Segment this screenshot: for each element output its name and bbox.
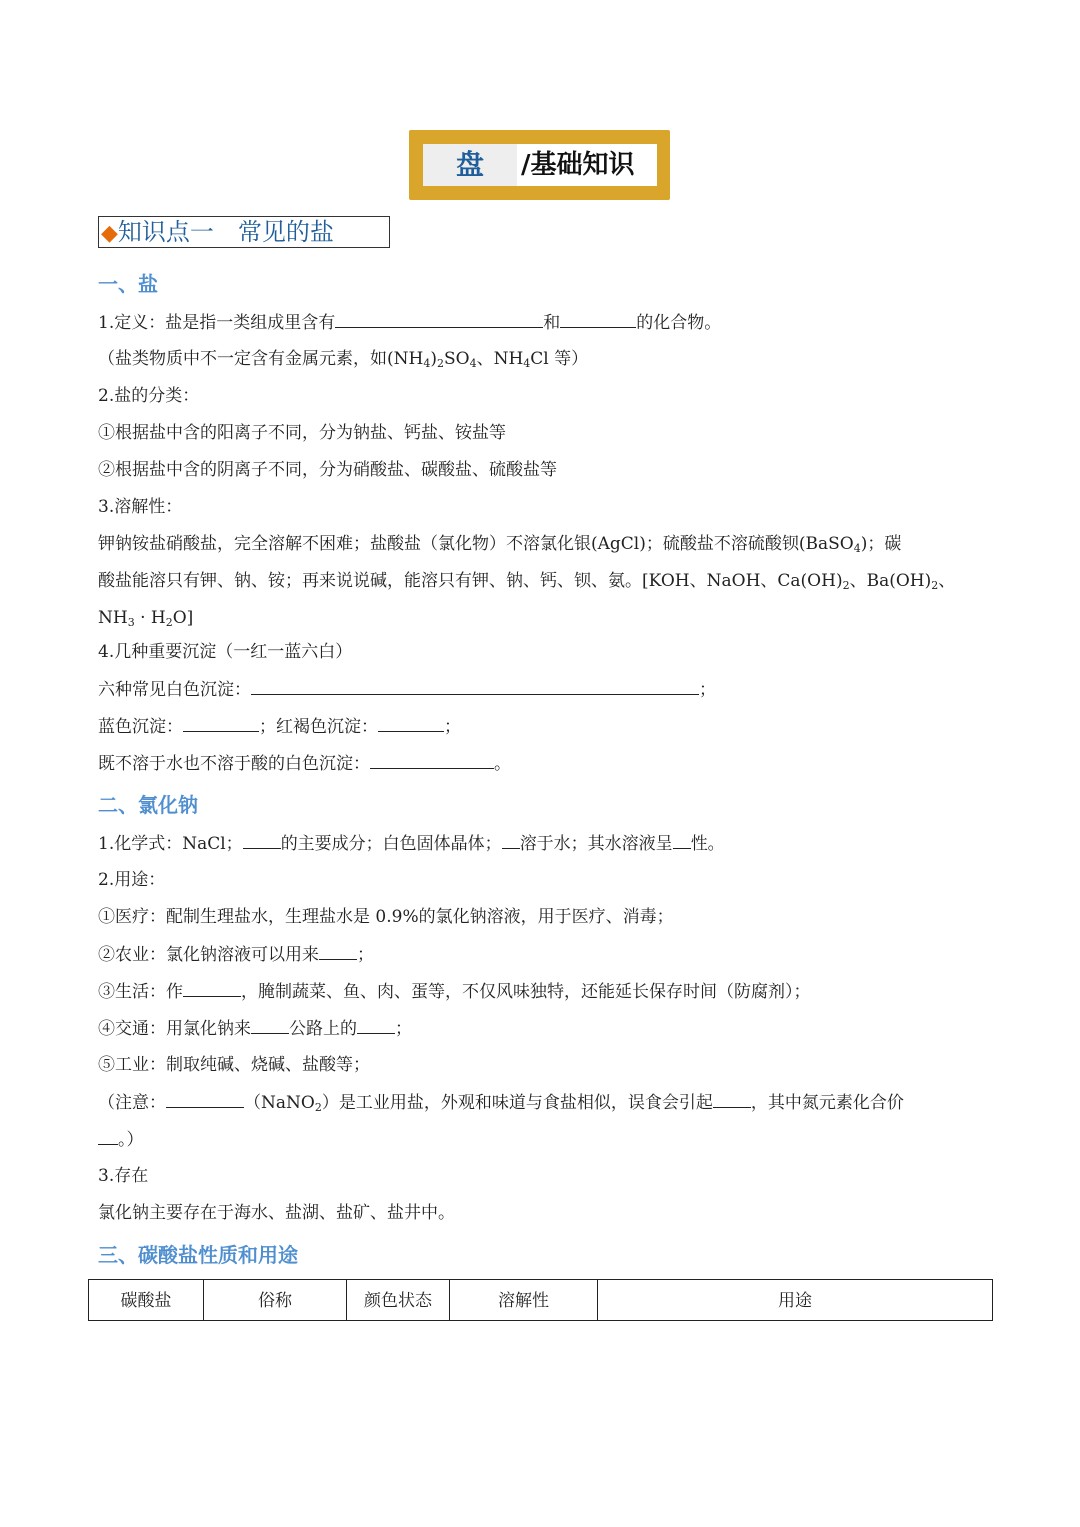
fill-blank[interactable] — [370, 752, 494, 769]
banner-title: /基础知识 — [521, 150, 635, 180]
blue-red-precipitate-line: 蓝色沉淀： ；红褐色沉淀： ； — [98, 717, 461, 737]
solubility-line-2: 酸盐能溶只有钾、钠、铵；再来说说碱，能溶只有钾、钠、钙、钡、氨。[KOH、NaOH、$Ca(OH)_2$、$Ba(OH)_2$、 — [98, 571, 956, 592]
fill-blank[interactable] — [560, 311, 636, 328]
table-header-cell: 俗称 — [204, 1280, 347, 1321]
section-banner — [409, 130, 670, 200]
fill-blank[interactable] — [183, 980, 241, 997]
solubility-title: 3.溶解性： — [98, 497, 183, 517]
carbonate-table — [88, 1279, 993, 1321]
white-precipitate-line: 六种常见白色沉淀： ； — [98, 680, 716, 700]
formula-line: 1.化学式：NaCl； 的主要成分；白色固体晶体； 溶于水；其水溶液呈 性。 — [98, 834, 725, 854]
fill-blank[interactable] — [378, 715, 444, 732]
table-header-cell: 碳酸盐 — [89, 1280, 204, 1321]
fill-blank[interactable] — [251, 678, 699, 695]
existence-text: 氯化钠主要存在于海水、盐湖、盐矿、盐井中。 — [98, 1203, 455, 1223]
use-transport: ④交通：用氯化钠来 公路上的 ； — [98, 1019, 412, 1039]
use-daily-life: ③生活：作 ，腌制蔬菜、鱼、肉、蛋等，不仅风味独特，还能延长保存时间（防腐剂）； — [98, 982, 811, 1002]
solubility-line-3: $NH_3 \cdot H_2O$] — [98, 608, 194, 629]
fill-blank[interactable] — [183, 715, 259, 732]
fill-blank[interactable] — [319, 943, 357, 960]
section-2-title: 二、氯化钠 — [98, 793, 198, 817]
fill-blank[interactable] — [357, 1017, 395, 1034]
existence-title: 3.存在 — [98, 1166, 149, 1186]
fill-blank[interactable] — [243, 832, 281, 849]
solubility-line-1: 钾钠铵盐硝酸盐，完全溶解不困难；盐酸盐（氯化物）不溶氯化银(AgCl)；硫酸盐不溶硫酸钡(BaSO$_4$)；碳 — [98, 534, 902, 555]
classification-item-1: ①根据盐中含的阳离子不同，分为钠盐、钙盐、铵盐等 — [98, 423, 506, 443]
fill-blank[interactable] — [673, 832, 691, 849]
use-medical: ①医疗：配制生理盐水，生理盐水是 0.9%的氯化钠溶液，用于医疗、消毒； — [98, 907, 674, 927]
fill-blank[interactable] — [251, 1017, 289, 1034]
fill-blank[interactable] — [335, 311, 543, 328]
fill-blank[interactable] — [502, 832, 520, 849]
knowledge-point-box — [98, 216, 390, 248]
fill-blank[interactable] — [166, 1091, 244, 1108]
nitrite-note-line-1: （注意： （NaNO$_2$）是工业用盐，外观和味道与食盐相似，误食会引起 ，其中氮元素化合价 — [98, 1093, 904, 1114]
fill-blank[interactable] — [98, 1128, 118, 1145]
use-agriculture: ②农业：氯化钠溶液可以用来 ； — [98, 945, 374, 965]
precipitate-title: 4.几种重要沉淀（一红一蓝六白） — [98, 642, 353, 662]
classification-item-2: ②根据盐中含的阴离子不同，分为硝酸盐、碳酸盐、硫酸盐等 — [98, 460, 557, 480]
section-3-title: 三、碳酸盐性质和用途 — [98, 1243, 298, 1267]
table-header-row — [89, 1280, 993, 1321]
fill-blank[interactable] — [713, 1091, 751, 1108]
definition-note: （盐类物质中不一定含有金属元素，如$(NH_4)_2SO_4$、$NH_4Cl$ 等） — [98, 349, 589, 370]
use-industry: ⑤工业：制取纯碱、烧碱、盐酸等； — [98, 1055, 370, 1075]
knowledge-point-label: 知识点一 常见的盐 — [117, 218, 334, 246]
section-1-title: 一、盐 — [98, 272, 158, 296]
insoluble-precipitate-line: 既不溶于水也不溶于酸的白色沉淀： 。 — [98, 754, 511, 774]
classification-title: 2.盐的分类： — [98, 386, 200, 406]
table-header-cell: 颜色状态 — [347, 1280, 450, 1321]
table-header-cell: 溶解性 — [450, 1280, 598, 1321]
diamond-icon: ◆ — [101, 221, 118, 246]
nitrite-note-line-2: 。） — [98, 1128, 144, 1151]
banner-inner — [423, 144, 657, 186]
definition-line: 1.定义：盐是指一类组成里含有 和 的化合物。 — [98, 313, 722, 333]
banner-char: 盘 — [423, 144, 517, 186]
table-header-cell: 用途 — [598, 1280, 993, 1321]
uses-title: 2.用途： — [98, 870, 166, 890]
